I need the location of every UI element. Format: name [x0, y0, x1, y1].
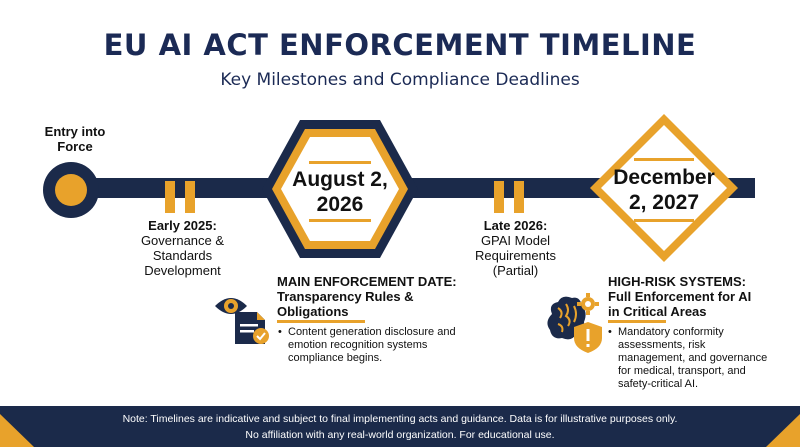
december-2027-heading-line1: HIGH-RISK SYSTEMS: — [608, 274, 746, 289]
entry-label-line2: Force — [57, 139, 93, 154]
august-2026-bullet — [288, 326, 468, 365]
august-2026-bullet-line3: compliance begins. — [288, 352, 383, 364]
december-2027-rule-top — [634, 158, 694, 161]
eye-document-check-icon — [213, 288, 275, 346]
entry-label-line1: Entry into — [44, 124, 106, 139]
december-2027-bullet-line5: safety-critical AI. — [618, 378, 699, 390]
brain-gear-shield-icon — [544, 292, 606, 354]
footer-note — [60, 411, 740, 443]
entry-marker-dot — [55, 174, 87, 206]
page-title: EU AI ACT ENFORCEMENT TIMELINE — [103, 28, 697, 62]
december-2027-heading — [608, 274, 793, 319]
august-2026-date-line2: 2026 — [316, 193, 364, 216]
late-2026-line3: (Partial) — [492, 263, 539, 278]
august-2026-heading-line2: Transparency Rules & — [277, 289, 414, 304]
august-2026-heading-line1: MAIN ENFORCEMENT DATE: — [277, 274, 457, 289]
page-subtitle: Key Milestones and Compliance Deadlines — [220, 70, 580, 90]
august-2026-heading-underline — [277, 320, 365, 323]
entry-label — [20, 124, 130, 154]
december-2027-bullet — [618, 326, 796, 391]
early-2025-line3: Development — [144, 263, 221, 278]
august-2026-rule-bottom — [309, 219, 371, 222]
august-2026-bullet-line1: • Content generation disclosure and — [288, 326, 456, 338]
timeline-tick-left-b — [185, 181, 195, 213]
timeline-tick-right-a — [494, 181, 504, 213]
late-2026-label — [453, 218, 578, 278]
august-2026-bullet-line2: emotion recognition systems — [288, 339, 428, 351]
late-2026-title: Late 2026: — [483, 218, 548, 233]
early-2025-line1: Governance & — [140, 233, 225, 248]
december-2027-rule-bottom — [634, 219, 694, 222]
footer-line2: No affiliation with any real-world organization. For educational use. — [245, 429, 555, 441]
early-2025-line2: Standards — [152, 248, 213, 263]
august-2026-date-line1: August 2, — [292, 168, 388, 191]
december-2027-heading-underline — [608, 320, 666, 323]
december-2027-heading-line3: in Critical Areas — [608, 304, 707, 319]
late-2026-line2: Requirements — [475, 248, 556, 263]
footer-line1: Note: Timelines are indicative and subject to final implementing acts and guidance. Data is for illustrative purposes only. — [122, 413, 678, 425]
december-2027-date-line2: 2, 2027 — [628, 191, 700, 214]
december-2027-bullet-line1: • Mandatory conformity — [618, 326, 724, 338]
december-2027-bullet-line2: assessments, risk — [618, 339, 706, 351]
august-2026-rule-top — [309, 161, 371, 164]
august-2026-heading — [277, 274, 487, 319]
december-2027-heading-line2: Full Enforcement for AI — [608, 289, 752, 304]
timeline-tick-left-a — [165, 181, 175, 213]
early-2025-label — [120, 218, 245, 278]
august-2026-heading-line3: Obligations — [277, 304, 349, 319]
december-2027-date-line1: December — [613, 166, 715, 189]
late-2026-line1: GPAI Model — [480, 233, 551, 248]
december-2027-bullet-line3: management, and governance — [618, 352, 768, 364]
august-2026-date — [275, 167, 405, 217]
december-2027-bullet-line4: for medical, transport, and — [618, 365, 746, 377]
december-2027-date — [595, 165, 733, 215]
early-2025-title: Early 2025: — [148, 218, 217, 233]
timeline-tick-right-b — [514, 181, 524, 213]
